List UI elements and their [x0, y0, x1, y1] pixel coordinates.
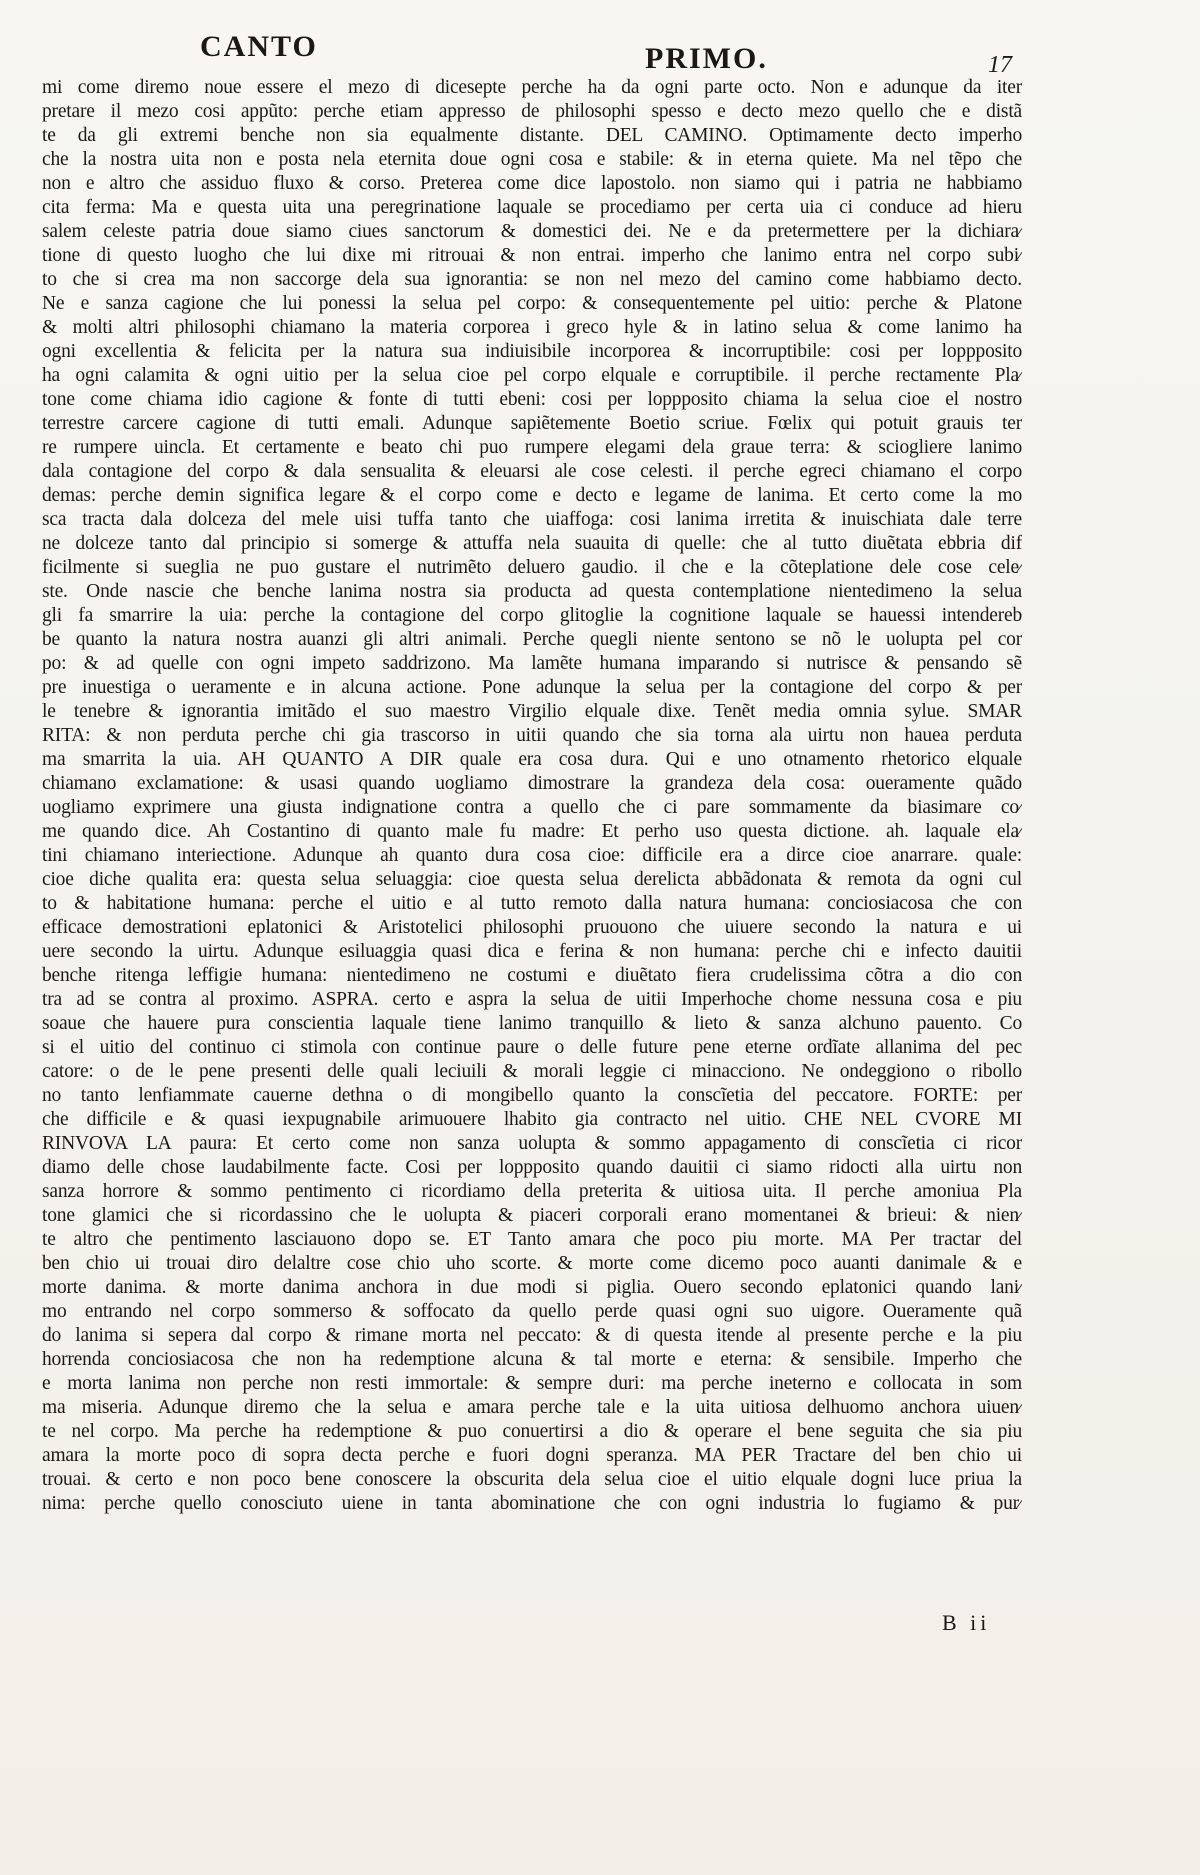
running-head-canto: CANTO [200, 30, 318, 63]
commentary-text-block [42, 76, 1022, 1516]
running-head-primo: PRIMO. [645, 42, 768, 75]
text-line: te nel corpo. Ma perche ha redemptione & puo conuertirsi a dio & operare el bene seguita che sia piu [42, 1421, 1022, 1442]
folio-number: 17 [988, 52, 1012, 78]
text-line: to & habitatione humana: perche el uitio e al tutto remoto dalla natura humana: conciosiacosa che con [42, 893, 1022, 914]
text-line: uere secondo la uirtu. Adunque esiluaggia quasi dica e ferina & non humana: perche chi e infecto dauitii [42, 941, 1022, 962]
text-line: sanza horrore & sommo pentimento ci ricordiamo della preterita & uitiosa uita. Il perche amoniua Pla [42, 1181, 1022, 1202]
signature-mark: B ii [942, 1610, 991, 1635]
text-line: mi come diremo noue essere el mezo di dicesepte perche ha da ogni parte octo. Non e adunque da iter [42, 77, 1022, 98]
text-line: to che si crea ma non saccorge dela sua ignorantia: se non nel mezo del camino come habbiamo decto. [42, 269, 1022, 290]
text-line: e morta lanima non perche non resti immortale: & sempre duri: ma perche ineterno e collocata in som [42, 1373, 1022, 1394]
text-line: catore: o de le pene presenti delle quali leciuili & morali leggie ci minacciono. Ne ondeggiono o ribollo [42, 1061, 1022, 1082]
text-line: ogni excellentia & felicita per la natura sua indiuisibile incorporea & incorruptibile: cosi per loppposito [42, 341, 1022, 362]
text-line: horrenda conciosiacosa che non ha redemptione alcuna & tal morte e eterna: & sensibile. Imperho che [42, 1349, 1022, 1370]
text-line: soaue che hauere pura conscientia laquale tiene lanimo tranquillo & lieto & sanza alchuno pauento. Co [42, 1013, 1022, 1034]
text-line: cita ferma: Ma e questa uita una peregrinatione laquale se procediamo per certa uia ci conduce ad hieru [42, 197, 1022, 218]
text-line: demas: perche demin significa legare & el corpo come e decto e legame de lanima. Et certo come la mo [42, 485, 1022, 506]
text-line: ben chio ui trouai diro delaltre cose chio uho scorte. & morte come dicemo poco auanti danimale & e [42, 1253, 1022, 1274]
text-line: gli fa smarrire la uia: perche la contagione del corpo glitoglie la cognitione laquale se hauessi intendereb [42, 605, 1022, 626]
text-line: mo entrando nel corpo sommerso & soffocato da quello perde quasi ogni suo uigore. Oueramente quã [42, 1301, 1022, 1322]
text-line: che difficile e & quasi iexpugnabile arimuouere lhabito gia contracto nel uitio. CHE NEL CVORE MI [42, 1109, 1022, 1130]
text-line: nima: perche quello conosciuto uiene in tanta abominatione che con ogni industria lo fugiamo & pur⁄ [42, 1493, 1022, 1514]
running-header [200, 30, 1020, 75]
text-line: terrestre carcere cagione di tutti emali. Adunque sapiẽtemente Boetio scriue. Fœlix qui potuit grauis ter [42, 413, 1022, 434]
text-line: RITA: & non perduta perche chi gia trascorso in uitii quando che sia torna ala uirtu non hauea perduta [42, 725, 1022, 746]
text-line: amara la morte poco di sopra decta perche e fuori dogni speranza. MA PER Tractare del ben chio ui [42, 1445, 1022, 1466]
text-line: tone come chiama idio cagione & fonte di tutti ebeni: cosi per loppposito chiama la selua cioe el nostro [42, 389, 1022, 410]
text-line: morte danima. & morte danima anchora in due modi si piglia. Ouero secondo eplatonici quando lani⁄ [42, 1277, 1022, 1298]
text-line: efficace demostrationi eplatonici & Aristotelici philosophi pruouono che uiuere secondo la natura e ui [42, 917, 1022, 938]
text-line: po: & ad quelle con ogni impeto saddrizono. Ma lamẽte humana imparando si nutrisce & pensando sẽ [42, 653, 1022, 674]
text-line: le tenebre & ignorantia imitãdo el suo maestro Virgilio elquale dixe. Tenẽt media omnia sylue. SMAR [42, 701, 1022, 722]
text-line: chiamano exclamatione: & usasi quando uogliamo dimostrare la grandeza dela cosa: oueramente quãdo [42, 773, 1022, 794]
text-line: ha ogni calamita & ogni uitio per la selua cioe pel corpo elquale e corruptibile. il perche rectamente Pla⁄ [42, 365, 1022, 386]
text-line: tione di questo luogho che lui dixe mi ritrouai & non entrai. imperho che lanimo entra nel corpo subi⁄ [42, 245, 1022, 266]
text-line: dala contagione del corpo & dala sensualita & eleuarsi ale cose celesti. il perche egreci chiamano el corpo [42, 461, 1022, 482]
text-line: sca tracta dala dolceza del mele uisi tuffa tanto che uiaffoga: cosi lanima irretita & inuischiata dale terre [42, 509, 1022, 530]
text-line: tone glamici che si ricordassino che le uolupta & piaceri corporali erano momentanei & brieui: & nien⁄ [42, 1205, 1022, 1226]
text-line: me quando dice. Ah Costantino di quanto male fu madre: Et perho uso questa dictione. ah. laquale ela⁄ [42, 821, 1022, 842]
text-line: ne dolceze tanto dal principio si somerge & attuffa nela suauita di quelle: che al tutto diuẽtata ebbria dif [42, 533, 1022, 554]
text-line: re rumpere uincla. Et certamente e beato chi puo rumpere elegami dela graue terra: & sciogliere lanimo [42, 437, 1022, 458]
text-line: cioe diche qualita era: questa selua seluaggia: cioe questa selua derelicta abbãdonata & remota da ogni cul [42, 869, 1022, 890]
text-line: tra ad se contra al proximo. ASPRA. certo e aspra la selua de uitii Imperhoche chome nessuna cosa e piu [42, 989, 1022, 1010]
text-line: diamo delle chose laudabilmente facte. Cosi per loppposito quando dauitii ci siamo ridocti alla uirtu non [42, 1157, 1022, 1178]
text-line: no tanto lenfiammate cauerne dethna o di mongibello quanto la conscĩetia del peccatore. FORTE: per [42, 1085, 1022, 1106]
text-line: te da gli extremi benche non sia equalmente distante. DEL CAMINO. Optimamente decto imperho [42, 125, 1022, 146]
text-line: pre inuestiga o ueramente e in alcuna actione. Pone adunque la selua per la contagione del corpo & per [42, 677, 1022, 698]
text-line: & molti altri philosophi chiamano la materia corporea i greco hyle & in latino selua & come lanimo ha [42, 317, 1022, 338]
text-line: benche ritenga leffigie humana: nientedimeno ne costumi e diuẽtato fiera crudelissima cõtra a dio con [42, 965, 1022, 986]
text-line: pretare il mezo cosi appũto: perche etiam appresso de philosophi spesso e decto mezo quello che e distã [42, 101, 1022, 122]
text-line: tini chiamano interiectione. Adunque ah quanto dura cosa cioe: difficile era a dirce cioe anarrare. quale: [42, 845, 1022, 866]
text-line: RINVOVA LA paura: Et certo come non sanza uolupta & sommo appagamento di conscĩetia ci ricor [42, 1133, 1022, 1154]
text-line: uogliamo exprimere una giusta indignatione contra a quello che ci pare sommamente da biasimare co⁄ [42, 797, 1022, 818]
text-line: do lanima si sepera dal corpo & rimane morta nel peccato: & di questa itende al presente perche e la piu [42, 1325, 1022, 1346]
text-line: si el uitio del continuo ci stimola con continue paure o delle future pene eterne ordĩate allanima del pec [42, 1037, 1022, 1058]
text-line: trouai. & certo e non poco bene conoscere la obscurita dela selua cioe el uitio elquale dogni luce priua la [42, 1469, 1022, 1490]
text-line: non e altro che assiduo fluxo & corso. Preterea come dice lapostolo. non siamo qui i patria ne habbiamo [42, 173, 1022, 194]
text-line: Ne e sanza cagione che lui ponessi la selua pel corpo: & consequentemente pel uitio: perche & Platone [42, 293, 1022, 314]
text-line: salem celeste patria doue siamo ciues sanctorum & domestici dei. Ne e da pretermettere per la dichiara⁄ [42, 221, 1022, 242]
text-line: ma miseria. Adunque diremo che la selua e amara perche tale e la uita uitiosa delhuomo anchora uiuen⁄ [42, 1397, 1022, 1418]
text-line: ma smarrita la uia. AH QUANTO A DIR quale era cosa dura. Qui e uno otnamento rhetorico elquale [42, 749, 1022, 770]
text-line: be quanto la natura nostra auanzi gli altri animali. Perche quegli niente sentono se nõ le uolupta pel cor [42, 629, 1022, 650]
text-line: te altro che pentimento lasciauono dopo se. ET Tanto amara che poco piu morte. MA Per tractar del [42, 1229, 1022, 1250]
text-line: che la nostra uita non e posta nela eternita doue ogni cosa e stabile: & in eterna quiete. Ma nel tẽpo che [42, 149, 1022, 170]
text-line: ste. Onde nascie che benche lanima nostra sia producta ad questa contemplatione nientedimeno la selua [42, 581, 1022, 602]
text-line: ficilmente si sueglia ne puo gustare el nutrimẽto deluero gaudio. il che e la cõteplatione dele cose cele⁄ [42, 557, 1022, 578]
